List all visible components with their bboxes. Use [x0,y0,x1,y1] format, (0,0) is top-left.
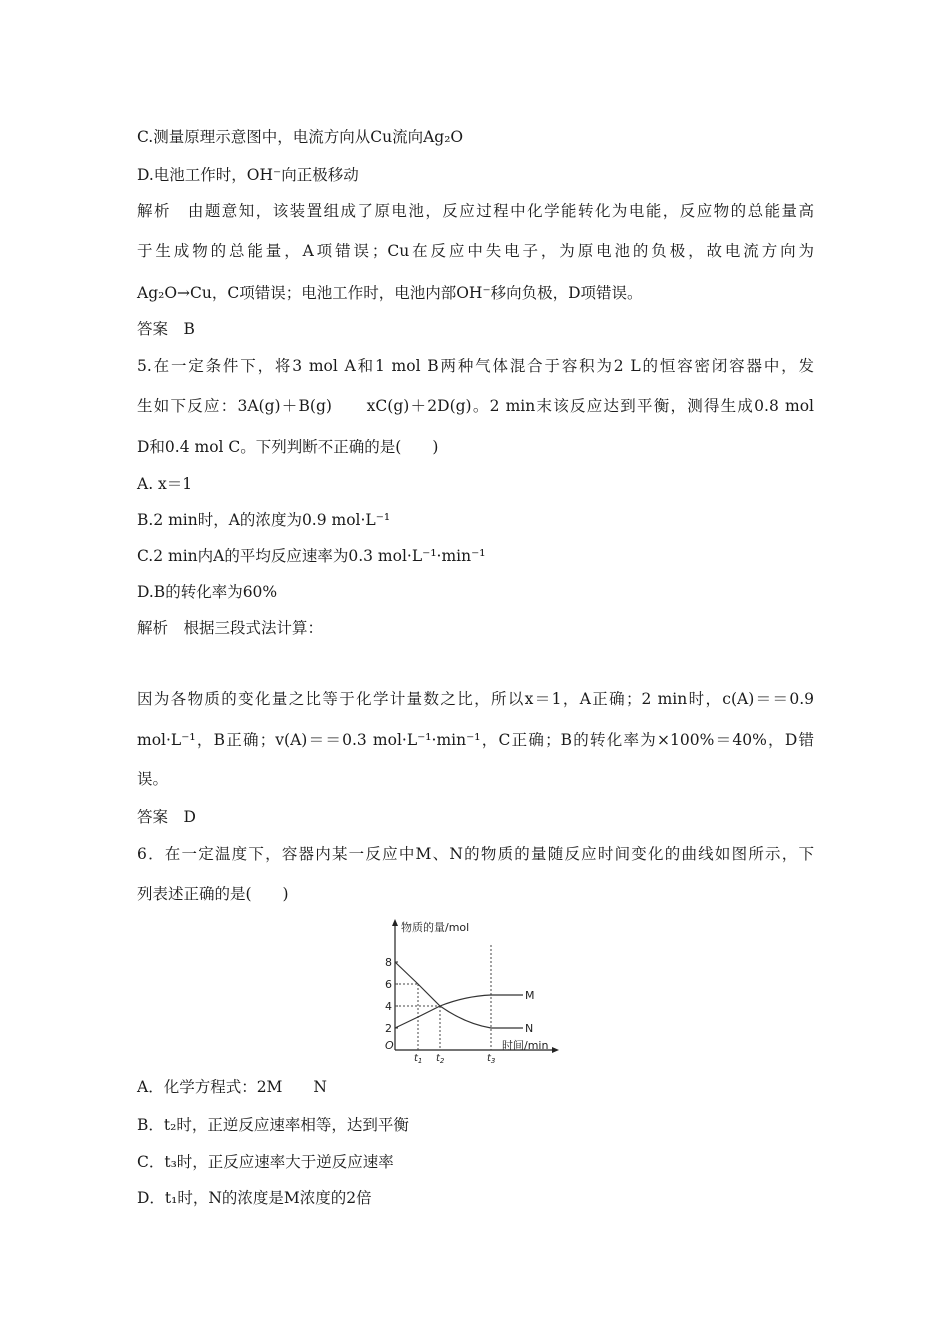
q5-analysis-intro: 解析 根据三段式法计算： [137,619,324,637]
q5-analysis-line: 误。 [137,770,169,788]
q5-stem-line: D和0.4 mol C。下列判断不正确的是( ) [137,438,439,456]
y-tick-label: 6 [385,978,392,991]
q6-option-d: D．t₁时，N的浓度是M浓度的2倍 [137,1189,372,1207]
q5-stem-line: 生如下反应：3A(g)＋B(g) xC(g)＋2D(g)。2 min末该反应达到平衡，测得生成0.8 mol [137,397,814,415]
axes [392,919,559,1053]
q5-option-a: A. x＝1 [137,475,193,493]
series-line-M [395,995,523,1028]
q5-analysis-line: 因为各物质的变化量之比等于化学计量数之比，所以x＝1，A正确；2 min时，c(A)＝＝0.9 [137,690,814,708]
series-label-M: M [525,989,535,1002]
q5-analysis-line: mol·L⁻¹，B正确；v(A)＝＝0.3 mol·L⁻¹·min⁻¹，C正确；B的转化率为×100%＝40%，D错 [137,731,814,749]
x-tick-subscript: 3 [490,1057,496,1065]
y-tick-label: 8 [385,956,392,969]
q4-answer: 答案 B [137,320,195,338]
q4-analysis-line: Ag₂O→Cu，C项错误；电池工作时，电池内部OH⁻移向负极，D项错误。 [137,284,643,302]
q6-option-a: A．化学方程式：2M N [137,1078,327,1096]
x-tick-label: $t_3$ [487,1053,496,1065]
q6-option-b: B．t₂时，正逆反应速率相等，达到平衡 [137,1116,409,1134]
x-tick-label: $t_1$ [414,1053,423,1065]
q6-stem-line: 6．在一定温度下，容器内某一反应中M、N的物质的量随反应时间变化的曲线如图所示，下 [137,845,814,863]
q4-analysis-line: 解析 由题意知，该装置组成了原电池，反应过程中化学能转化为电能，反应物的总能量高 [137,202,814,220]
y-axis-label: 物质的量/mol [401,921,470,934]
x-tick-label: $t_2$ [436,1053,445,1065]
q6-option-c: C．t₃时，正反应速率大于逆反应速率 [137,1153,394,1171]
q4-option-c: C.测量原理示意图中，电流方向从Cu流向Ag₂O [137,128,464,146]
q5-option-b: B.2 min时，A的浓度为0.9 mol·L⁻¹ [137,511,391,529]
x-tick-subscript: 1 [417,1057,423,1065]
mole-vs-time-chart [365,915,565,1065]
y-tick-label: 4 [385,1000,392,1013]
q4-analysis-line: 于生成物的总能量，A项错误；Cu在反应中失电子，为原电池的负极，故电流方向为 [137,242,814,260]
origin-label: O [385,1039,394,1052]
series-label-N: N [525,1022,534,1035]
q5-answer: 答案 D [137,808,196,826]
q5-option-c: C.2 min内A的平均反应速率为0.3 mol·L⁻¹·min⁻¹ [137,547,486,565]
x-tick-subscript: 2 [439,1057,445,1065]
q5-option-d: D.B的转化率为60% [137,583,278,601]
q5-stem-line: 5.在一定条件下，将3 mol A和1 mol B两种气体混合于容积为2 L的恒容密闭容器中，发 [137,357,814,375]
q6-stem-line: 列表述正确的是( ) [137,885,289,903]
y-tick-label: 2 [385,1022,392,1035]
q4-option-d: D.电池工作时，OH⁻向正极移动 [137,166,359,184]
x-axis-label: 时间/min [502,1039,549,1052]
